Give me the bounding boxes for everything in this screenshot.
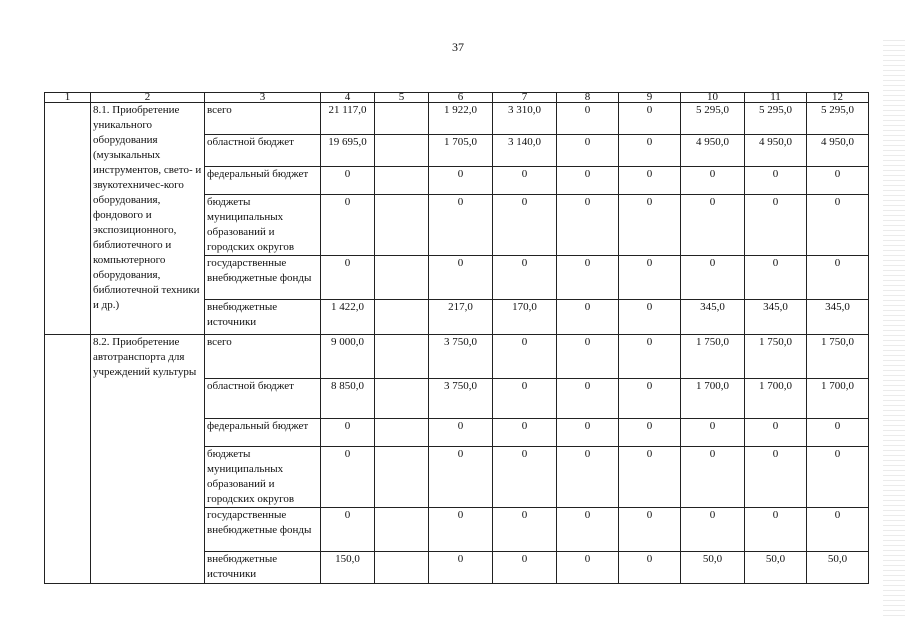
value-cell-c10: 1 750,0	[681, 335, 745, 379]
value-cell-c6: 1 705,0	[429, 135, 493, 167]
column-number-row	[45, 93, 869, 103]
column-number: 5	[375, 93, 429, 103]
funding-source: внебюджетные источники	[205, 300, 321, 335]
value-cell-c5	[375, 379, 429, 419]
value-cell-c8: 0	[557, 419, 619, 447]
value-cell-c6: 0	[429, 508, 493, 552]
funding-source: бюджеты муниципальных образований и городских округов	[205, 447, 321, 508]
value-cell-c8: 0	[557, 300, 619, 335]
value-cell-c11: 0	[745, 419, 807, 447]
value-cell-c9: 0	[619, 300, 681, 335]
value-cell-total: 1 422,0	[321, 300, 375, 335]
value-cell-c5	[375, 300, 429, 335]
value-cell-c11: 1 700,0	[745, 379, 807, 419]
budget-table	[44, 92, 869, 584]
column-number: 1	[45, 93, 91, 103]
funding-source: государственные внебюджетные фонды	[205, 508, 321, 552]
column-number: 8	[557, 93, 619, 103]
value-cell-c10: 0	[681, 447, 745, 508]
value-cell-total: 0	[321, 419, 375, 447]
value-cell-c12: 4 950,0	[807, 135, 869, 167]
value-cell-c5	[375, 195, 429, 256]
value-cell-c11: 5 295,0	[745, 103, 807, 135]
value-cell-total: 0	[321, 195, 375, 256]
column-number: 3	[205, 93, 321, 103]
column-number: 11	[745, 93, 807, 103]
value-cell-c11: 50,0	[745, 552, 807, 584]
value-cell-c10: 0	[681, 256, 745, 300]
value-cell-c9: 0	[619, 379, 681, 419]
value-cell-c10: 5 295,0	[681, 103, 745, 135]
value-cell-c7: 0	[493, 335, 557, 379]
value-cell-c11: 0	[745, 195, 807, 256]
value-cell-c9: 0	[619, 103, 681, 135]
value-cell-c12: 0	[807, 419, 869, 447]
value-cell-c12: 1 700,0	[807, 379, 869, 419]
value-cell-c5	[375, 167, 429, 195]
table-row	[45, 103, 869, 135]
value-cell-c5	[375, 552, 429, 584]
value-cell-c12: 1 750,0	[807, 335, 869, 379]
value-cell-c6: 0	[429, 447, 493, 508]
value-cell-c11: 0	[745, 256, 807, 300]
value-cell-c9: 0	[619, 335, 681, 379]
value-cell-c7: 0	[493, 447, 557, 508]
value-cell-c11: 1 750,0	[745, 335, 807, 379]
value-cell-c7: 170,0	[493, 300, 557, 335]
value-cell-c12: 5 295,0	[807, 103, 869, 135]
value-cell-c6: 0	[429, 419, 493, 447]
funding-source: федеральный бюджет	[205, 419, 321, 447]
value-cell-c8: 0	[557, 335, 619, 379]
funding-source: всего	[205, 103, 321, 135]
value-cell-total: 19 695,0	[321, 135, 375, 167]
value-cell-c12: 0	[807, 195, 869, 256]
value-cell-c7: 0	[493, 552, 557, 584]
value-cell-c6: 0	[429, 552, 493, 584]
value-cell-c8: 0	[557, 552, 619, 584]
value-cell-c9: 0	[619, 447, 681, 508]
value-cell-total: 0	[321, 447, 375, 508]
value-cell-c5	[375, 135, 429, 167]
column-number: 2	[91, 93, 205, 103]
value-cell-c5	[375, 256, 429, 300]
value-cell-total: 9 000,0	[321, 335, 375, 379]
value-cell-c7: 3 310,0	[493, 103, 557, 135]
value-cell-c7: 0	[493, 256, 557, 300]
value-cell-c8: 0	[557, 195, 619, 256]
value-cell-c10: 0	[681, 508, 745, 552]
index-cell	[45, 335, 91, 584]
value-cell-c5	[375, 508, 429, 552]
value-cell-c8: 0	[557, 135, 619, 167]
value-cell-c6: 217,0	[429, 300, 493, 335]
value-cell-c12: 345,0	[807, 300, 869, 335]
value-cell-total: 150,0	[321, 552, 375, 584]
value-cell-c8: 0	[557, 447, 619, 508]
value-cell-c10: 50,0	[681, 552, 745, 584]
value-cell-c7: 0	[493, 379, 557, 419]
value-cell-c10: 345,0	[681, 300, 745, 335]
value-cell-c11: 0	[745, 508, 807, 552]
value-cell-c11: 0	[745, 167, 807, 195]
section-title: 8.2. Приобретение автотранспорта для учреждений культуры	[91, 335, 205, 584]
value-cell-c10: 4 950,0	[681, 135, 745, 167]
value-cell-c10: 0	[681, 195, 745, 256]
value-cell-c10: 1 700,0	[681, 379, 745, 419]
value-cell-c8: 0	[557, 379, 619, 419]
value-cell-c6: 3 750,0	[429, 335, 493, 379]
value-cell-c9: 0	[619, 135, 681, 167]
column-number: 7	[493, 93, 557, 103]
index-cell	[45, 103, 91, 335]
value-cell-c12: 0	[807, 256, 869, 300]
scan-edge-noise	[883, 40, 905, 620]
value-cell-c10: 0	[681, 167, 745, 195]
value-cell-total: 0	[321, 508, 375, 552]
value-cell-c6: 3 750,0	[429, 379, 493, 419]
value-cell-c12: 0	[807, 447, 869, 508]
column-number: 4	[321, 93, 375, 103]
value-cell-c7: 0	[493, 508, 557, 552]
section-title: 8.1. Приобретение уникального оборудования (музыкальных инструментов, свето- и звукотехничес-кого оборудования, фондового и экспозиционного, библиотечного и компьютерного оборудования, библиотечной техники и др.)	[91, 103, 205, 335]
value-cell-c9: 0	[619, 256, 681, 300]
value-cell-c6: 0	[429, 256, 493, 300]
value-cell-c8: 0	[557, 167, 619, 195]
value-cell-c7: 0	[493, 419, 557, 447]
value-cell-c7: 3 140,0	[493, 135, 557, 167]
value-cell-c5	[375, 103, 429, 135]
value-cell-c9: 0	[619, 552, 681, 584]
value-cell-total: 0	[321, 256, 375, 300]
value-cell-c9: 0	[619, 195, 681, 256]
value-cell-c5	[375, 447, 429, 508]
value-cell-total: 21 117,0	[321, 103, 375, 135]
value-cell-c7: 0	[493, 195, 557, 256]
value-cell-c10: 0	[681, 419, 745, 447]
table-row	[45, 335, 869, 379]
value-cell-c8: 0	[557, 256, 619, 300]
column-number: 6	[429, 93, 493, 103]
value-cell-c6: 1 922,0	[429, 103, 493, 135]
value-cell-c7: 0	[493, 167, 557, 195]
funding-source: внебюджетные источники	[205, 552, 321, 584]
value-cell-c11: 0	[745, 447, 807, 508]
funding-source: государственные внебюджетные фонды	[205, 256, 321, 300]
value-cell-c9: 0	[619, 419, 681, 447]
value-cell-c12: 50,0	[807, 552, 869, 584]
value-cell-c11: 4 950,0	[745, 135, 807, 167]
value-cell-total: 0	[321, 167, 375, 195]
value-cell-c12: 0	[807, 508, 869, 552]
page-number: 37	[452, 40, 464, 54]
value-cell-c11: 345,0	[745, 300, 807, 335]
column-number: 10	[681, 93, 745, 103]
value-cell-c12: 0	[807, 167, 869, 195]
value-cell-c6: 0	[429, 195, 493, 256]
value-cell-c8: 0	[557, 508, 619, 552]
funding-source: всего	[205, 335, 321, 379]
value-cell-c5	[375, 335, 429, 379]
funding-source: областной бюджет	[205, 135, 321, 167]
funding-source: бюджеты муниципальных образований и городских округов	[205, 195, 321, 256]
column-number: 9	[619, 93, 681, 103]
funding-source: федеральный бюджет	[205, 167, 321, 195]
value-cell-c8: 0	[557, 103, 619, 135]
funding-source: областной бюджет	[205, 379, 321, 419]
column-number: 12	[807, 93, 869, 103]
value-cell-c9: 0	[619, 167, 681, 195]
value-cell-c9: 0	[619, 508, 681, 552]
value-cell-total: 8 850,0	[321, 379, 375, 419]
value-cell-c5	[375, 419, 429, 447]
value-cell-c6: 0	[429, 167, 493, 195]
